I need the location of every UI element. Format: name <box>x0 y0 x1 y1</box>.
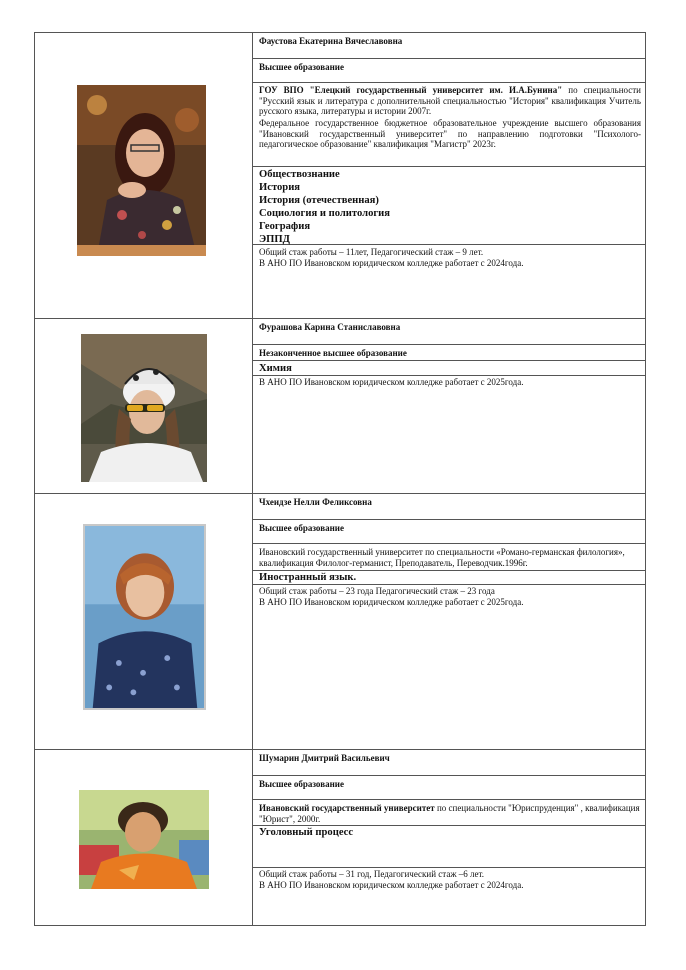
teacher-name: Фурашова Карина Станиславовна <box>259 322 401 332</box>
employment-text: В АНО ПО Ивановском юридическом колледже работает с 2024года. <box>259 880 524 890</box>
subjects-cell <box>253 167 645 245</box>
subject-item: История <box>259 182 301 193</box>
education-level: Высшее образование <box>259 62 344 72</box>
teacher-name: Чхеидзе Нелли Феликсовна <box>259 497 372 507</box>
info-cell <box>253 319 645 493</box>
education-cell <box>253 83 645 167</box>
subject-item: География <box>259 221 311 232</box>
subject-item: ЭППД <box>259 234 290 245</box>
info-cell <box>253 33 645 318</box>
education-text: Ивановский государственный университет по специальности "Юриспруденция" , квалификация "Юрист", 2000г. <box>259 803 640 824</box>
info-cell <box>253 494 645 749</box>
education-level: Незаконченное высшее образование <box>259 348 407 358</box>
subjects-cell <box>253 571 645 585</box>
subject-item: Иностранный язык. <box>259 572 357 583</box>
photo-cell <box>35 750 253 925</box>
name-cell <box>253 319 645 345</box>
teacher-photo <box>81 334 207 482</box>
teacher-name: Фаустова Екатерина Вячеславовна <box>259 36 403 46</box>
subject-item: Обществознание <box>259 169 340 180</box>
education-text: Ивановский государственный университет по специальности «Романо-германская филология», квалификация Филолог-германист, Преподаватель, Переводчик.1996г. <box>259 547 625 568</box>
education-level-cell <box>253 345 645 361</box>
employment-text: В АНО ПО Ивановском юридическом колледже работает с 2024года. <box>259 258 524 268</box>
subjects-cell <box>253 361 645 376</box>
experience-text: Общий стаж работы – 31 год, Педагогический стаж –6 лет. <box>259 869 485 879</box>
table-row <box>35 33 645 319</box>
table-row <box>35 750 645 925</box>
education-level: Высшее образование <box>259 779 344 789</box>
employment-text: В АНО ПО Ивановском юридическом колледже работает с 2025года. <box>259 377 524 387</box>
education-level-cell <box>253 776 645 800</box>
employment-text: В АНО ПО Ивановском юридическом колледже работает с 2025года. <box>259 597 524 607</box>
experience-text: Общий стаж работы – 11лет, Педагогический стаж – 9 лет. <box>259 247 484 257</box>
table-row <box>35 319 645 494</box>
table-row <box>35 494 645 750</box>
name-cell <box>253 494 645 520</box>
teacher-photo <box>83 524 206 710</box>
subject-item: Социология и политология <box>259 208 391 219</box>
teacher-photo <box>77 85 206 256</box>
education-text: ГОУ ВПО "Елецкий государственный университет им. И.А.Бунина" по специальности "Русский язык и литература с дополнительной специальностью "История" квалификация Учитель русского языка, литературы и истории 2007г. <box>259 85 641 117</box>
teacher-photo <box>79 790 209 889</box>
subject-item: Химия <box>259 363 292 374</box>
education-level-cell <box>253 59 645 83</box>
photo-cell <box>35 494 253 749</box>
education-cell <box>253 800 645 826</box>
subjects-cell <box>253 826 645 868</box>
info-cell <box>253 750 645 925</box>
teacher-name: Шумарин Дмитрий Васильевич <box>259 753 390 763</box>
name-cell <box>253 750 645 776</box>
photo-cell <box>35 319 253 493</box>
subject-item: История (отечественная) <box>259 195 379 206</box>
staff-table <box>34 32 646 926</box>
education-extra: Федеральное государственное бюджетное образовательное учреждение высшего образования "Ивановский государственный университет" по направлению подготовки "Психолого-педагогическое образование" квалификация "Магистр" 2023г. <box>259 118 641 150</box>
education-cell <box>253 544 645 571</box>
experience-text: Общий стаж работы – 23 года Педагогический стаж – 23 года <box>259 586 495 596</box>
education-level: Высшее образование <box>259 523 344 533</box>
photo-cell <box>35 33 253 318</box>
name-cell <box>253 33 645 59</box>
education-level-cell <box>253 520 645 544</box>
subject-item: Уголовный процесс <box>259 827 354 838</box>
